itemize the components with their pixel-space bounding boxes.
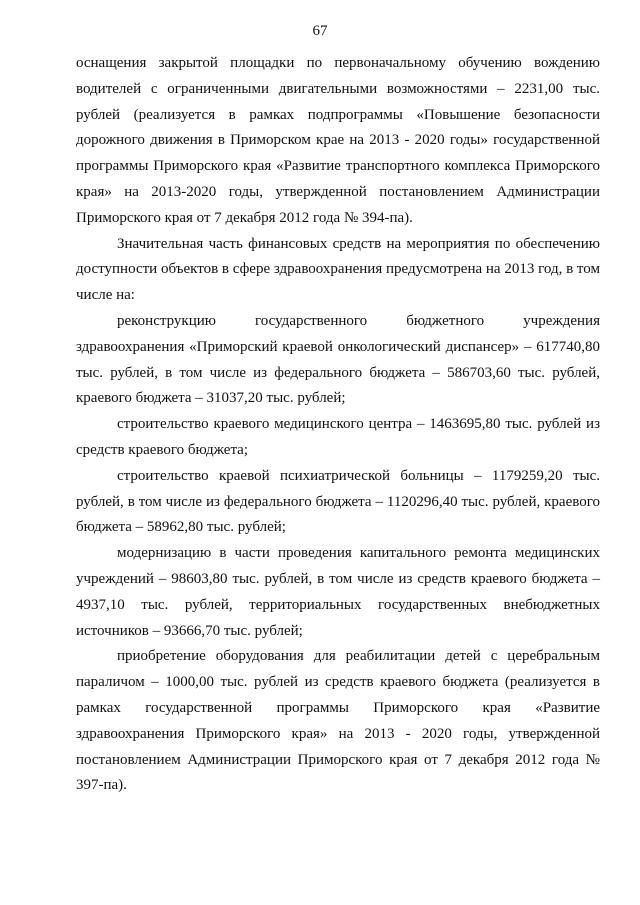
document-body [76,51,600,799]
paragraph-7: приобретение оборудования для реабилитации детей с церебральным параличом – 1000,00 тыс. рублей из средств краевого бюджета (реализуется в рамках государственной программы Приморского края «Развитие здравоохранения Приморского края» на 2013 - 2020 годы, утвержденной постановлением Администрации Приморского края от 7 декабря 2012 года № 397-па). [76,648,600,794]
paragraph-2: Значительная часть финансовых средств на мероприятия по обеспечению доступности объектов в сфере здравоохранения предусмотрена на 2013 год, в том числе на: [76,235,600,304]
paragraph-4: строительство краевого медицинского центра – 1463695,80 тыс. рублей из средств краевого бюджета; [76,416,600,458]
paragraph-6: модернизацию в части проведения капитального ремонта медицинских учреждений – 98603,80 тыс. рублей, в том числе из средств краевого бюджета – 4937,10 тыс. рублей, территориальных государственных внебюджетных источников – 93666,70 тыс. рублей; [76,545,600,639]
paragraph-3: реконструкцию государственного бюджетного учреждения здравоохранения «Приморский краевой онкологический диспансер» – 617740,80 тыс. рублей, в том числе из федерального бюджета – 586703,60 тыс. рублей, краевого бюджета – 31037,20 тыс. рублей; [76,312,600,407]
paragraph-5: строительство краевой психиатрической больницы – 1179259,20 тыс. рублей, в том числе из федерального бюджета – 1120296,40 тыс. рублей, краевого бюджета – 58962,80 тыс. рублей; [76,467,600,536]
page-number: 67 [312,23,328,39]
paragraph-1: оснащения закрытой площадки по первоначальному обучению вождению водителей с ограниченными двигательными возможностями – 2231,00 тыс. рублей (реализуется в рамках подпрограммы «Повышение безопасности дорожного движения в Приморском крае на 2013 - 2020 годы» государственной программы Приморского края «Развитие транспортного комплекса Приморского края» на 2013-2020 годы, утвержденной постановлением Администрации Приморского края от 7 декабря 2012 года № 394-па). [76,55,600,226]
